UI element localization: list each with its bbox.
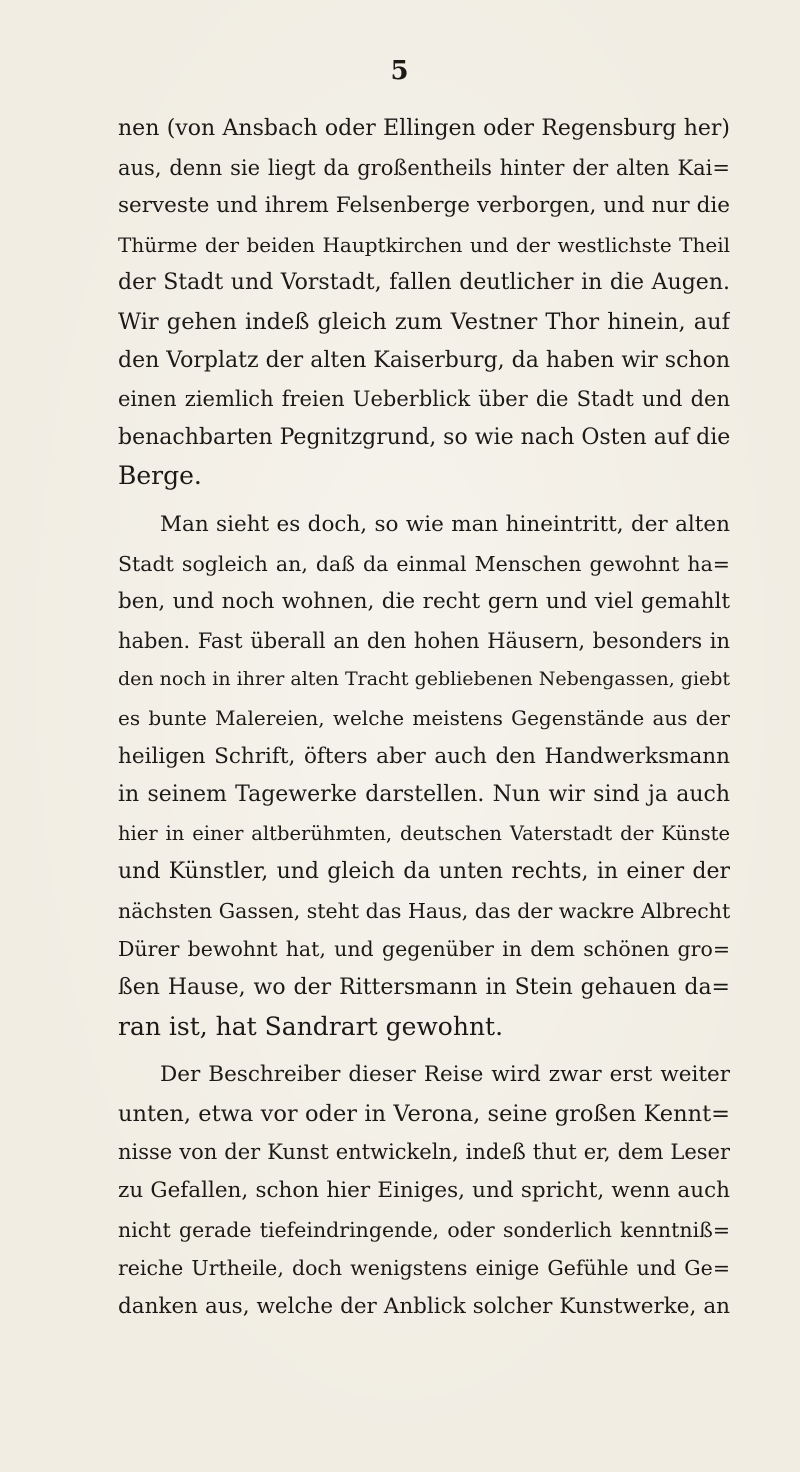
text-line: den Vorplatz der alten Kaiserburg, da haben wir schon: [118, 347, 730, 373]
text-line: ran ist, hat Sandrart gewohnt.: [118, 1011, 504, 1041]
text-line: Stadt sogleich an, daß da einmal Menschen gewohnt ha=: [118, 551, 730, 576]
text-line: ben, und noch wohnen, die recht gern und viel gemahlt: [118, 589, 730, 615]
text-line: haben. Fast überall an den hohen Häusern, besonders in: [118, 628, 730, 653]
text-line: Man sieht es doch, so wie man hineintritt, der alten: [160, 511, 730, 537]
text-line: einen ziemlich freien Ueberblick über die Stadt und den: [118, 387, 730, 412]
text-line: reiche Urtheile, doch wenigstens einige Gefühle und Ge=: [118, 1256, 730, 1281]
text-line: serveste und ihrem Felsenberge verborgen, und nur die: [118, 193, 730, 219]
text-line: Thürme der beiden Hauptkirchen und der westlichste Theil: [118, 232, 730, 257]
text-line: der Stadt und Vorstadt, fallen deutlicher in die Augen.: [118, 270, 730, 296]
text-line: nächsten Gassen, steht das Haus, das der wackre Albrecht: [118, 898, 730, 923]
text-line: und Künstler, und gleich da unten rechts, in einer der: [118, 859, 730, 885]
text-line: hier in einer altberühmten, deutschen Vaterstadt der Künste: [118, 821, 730, 845]
paragraph-gap: [118, 1046, 730, 1056]
text-line: unten, etwa vor oder in Verona, seine großen Kennt=: [118, 1100, 730, 1127]
text-line: es bunte Malereien, welche meistens Gegenstände aus der: [118, 705, 730, 730]
text-line: nicht gerade tiefeindringende, oder sonderlich kenntniß=: [118, 1217, 730, 1242]
text-line: heiligen Schrift, öfters aber auch den Handwerksmann: [118, 743, 730, 769]
text-line: danken aus, welche der Anblick solcher Kunstwerke, an: [118, 1293, 730, 1319]
paragraph-gap: [118, 496, 730, 506]
text-line: Wir gehen indeß gleich zum Vestner Thor hinein, auf: [118, 308, 730, 335]
text-line: nisse von der Kunst entwickeln, indeß thut er, dem Leser: [118, 1140, 730, 1165]
text-line: benachbarten Pegnitzgrund, so wie nach Osten auf die: [118, 424, 730, 450]
text-line: Der Beschreiber dieser Reise wird zwar erst weiter: [160, 1062, 730, 1088]
text-line: zu Gefallen, schon hier Einiges, und spricht, wenn auch: [118, 1178, 730, 1204]
paragraph: [118, 506, 730, 1046]
paragraph: [118, 1056, 730, 1326]
text-line: Berge.: [118, 461, 202, 491]
text-line: nen (von Ansbach oder Ellingen oder Regensburg her): [118, 116, 730, 141]
text-line: Dürer bewohnt hat, und gegenüber in dem schönen gro=: [118, 937, 730, 962]
page-number: 5: [390, 56, 410, 86]
text-line: aus, denn sie liegt da großentheils hinter der alten Kai=: [118, 155, 730, 180]
paragraph: [118, 110, 730, 496]
body-text: [118, 110, 730, 1326]
text-line: ßen Hause, wo der Rittersmann in Stein gehauen da=: [118, 975, 730, 1001]
text-line: den noch in ihrer alten Tracht gebliebenen Nebengassen, giebt: [118, 668, 730, 691]
text-line: in seinem Tagewerke darstellen. Nun wir sind ja auch: [118, 782, 730, 808]
